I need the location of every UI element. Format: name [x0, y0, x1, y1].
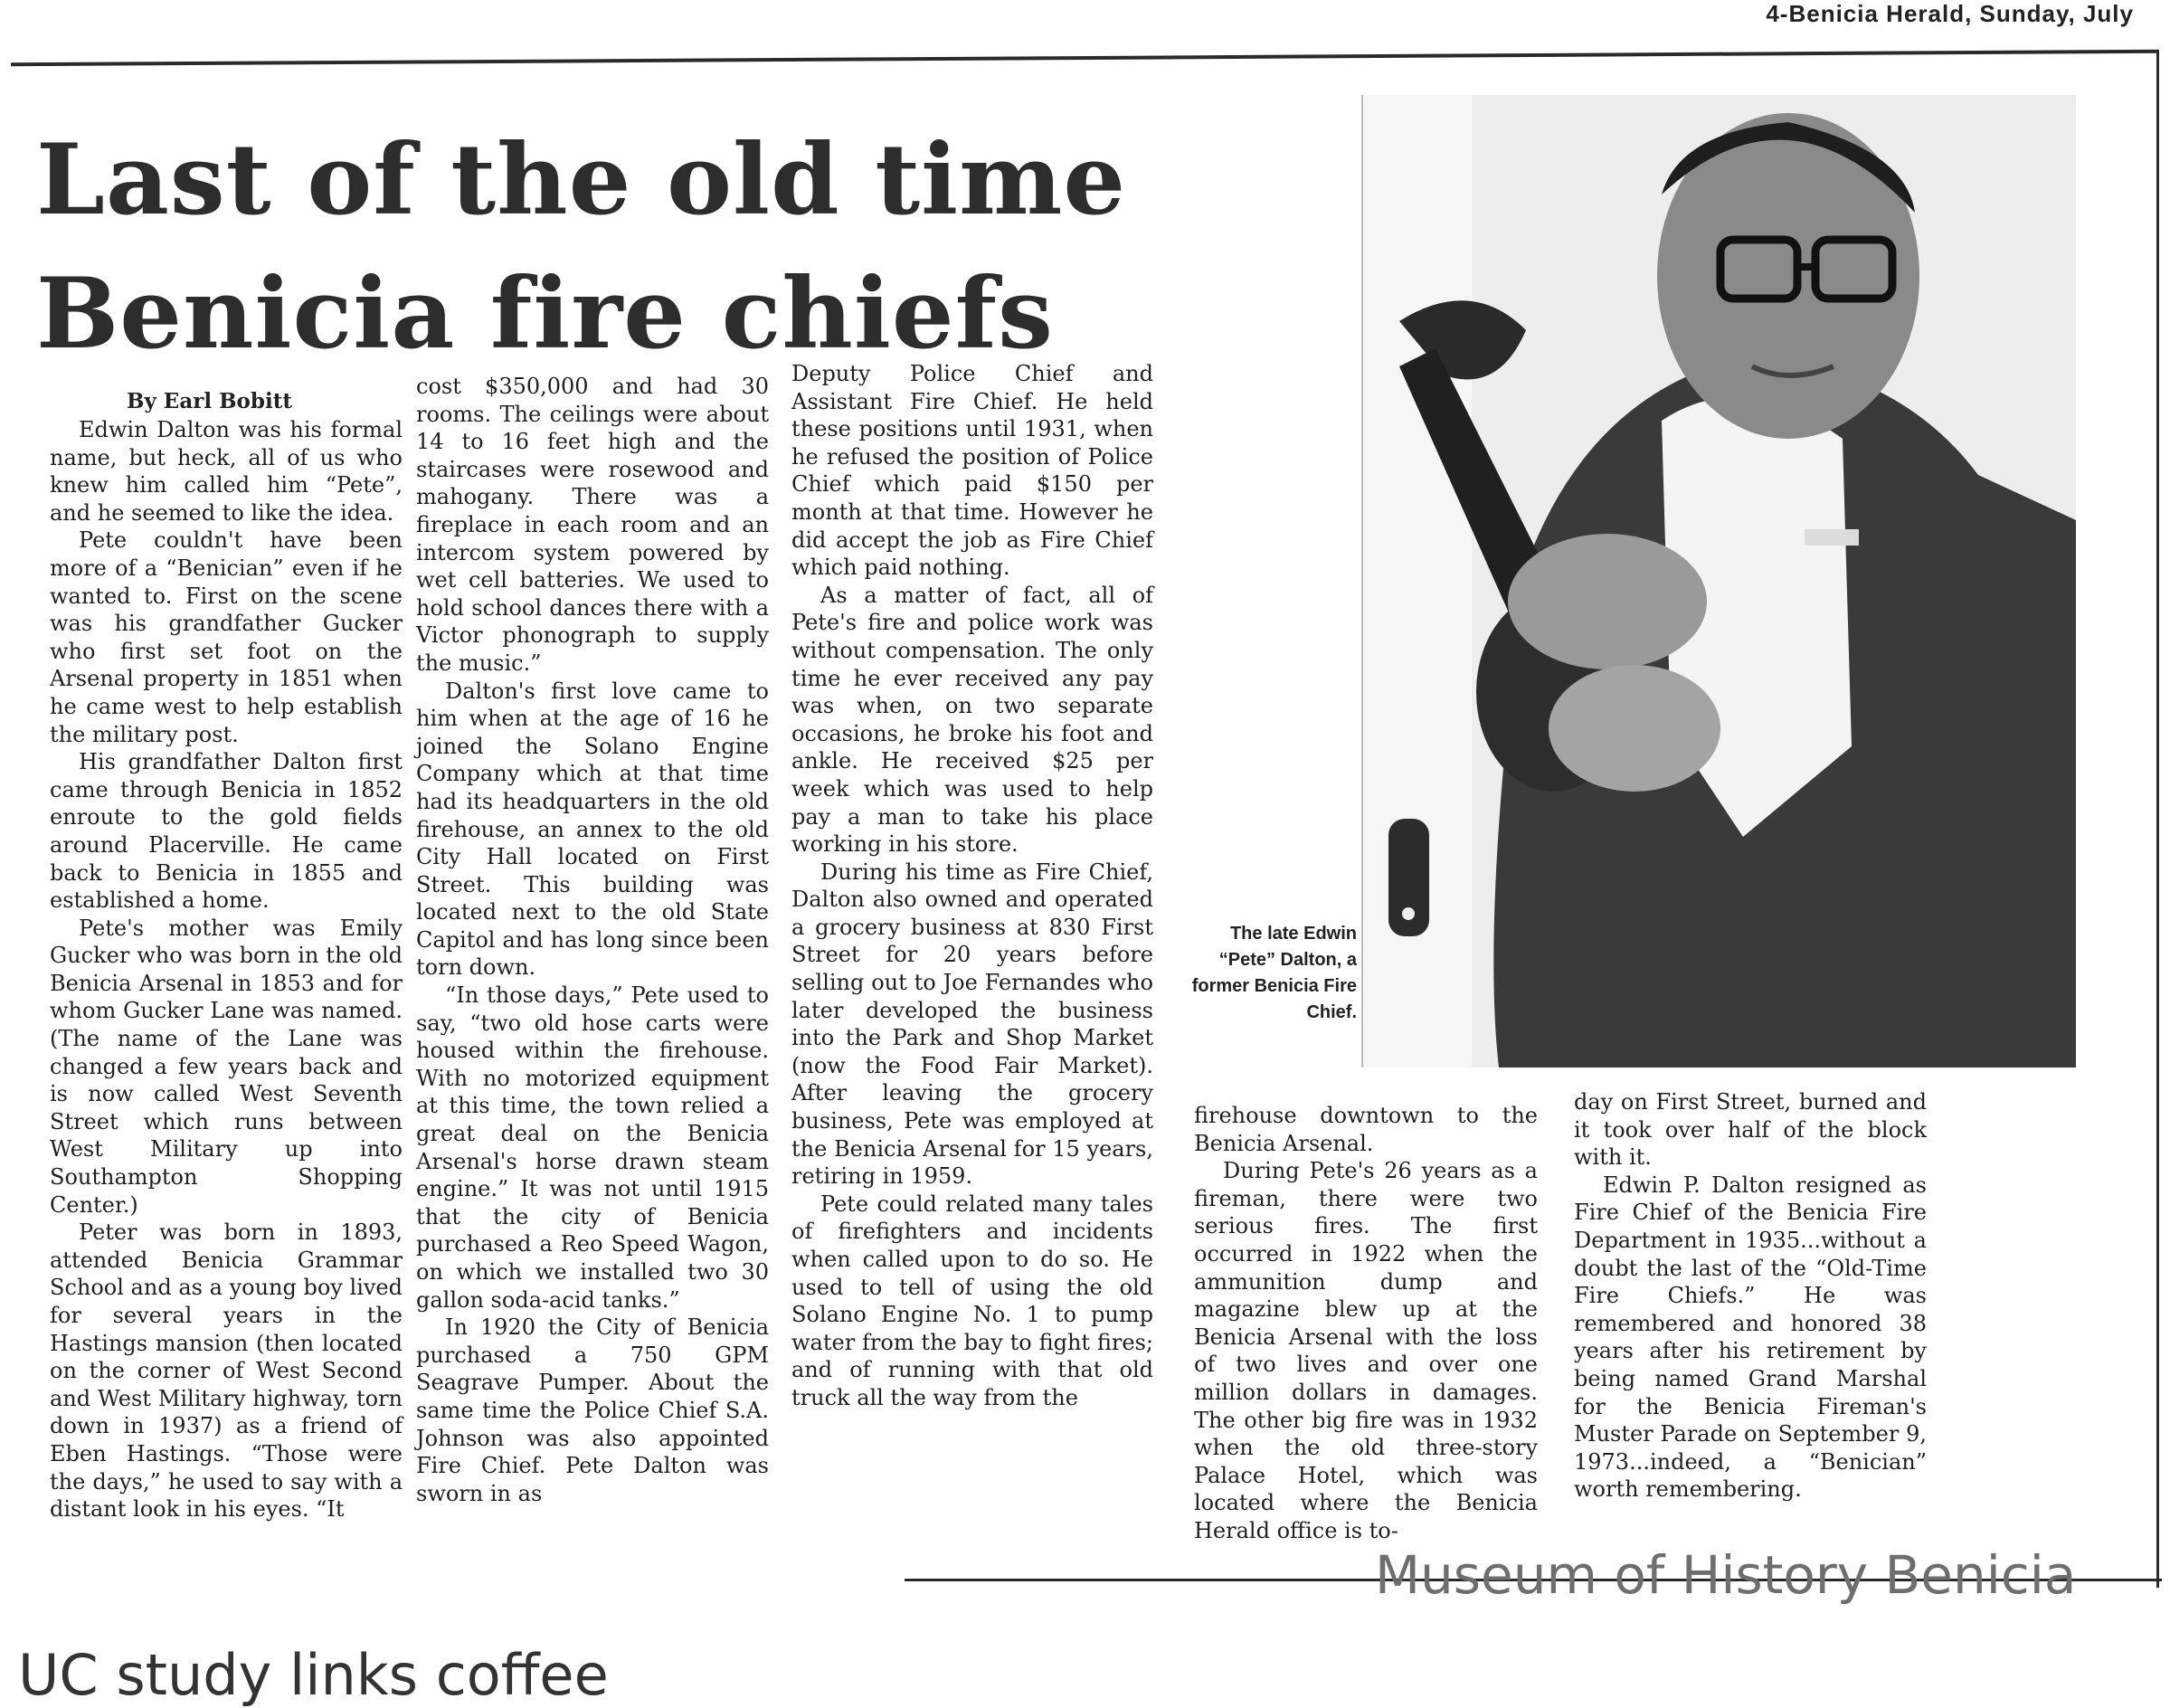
paragraph: His grandfather Dalton first came through Benicia in 1852 enroute to the gold fields around Placerville. He came back to Benicia in 1855 and established a home.	[50, 749, 403, 914]
paragraph: As a matter of fact, all of Pete's fire and police work was without compensation. The only time he ever received any pay was when, on two separate occasions, he broke his foot and ankle. He received $25 per week which was used to help pay a man to take his place working in his store.	[791, 582, 1153, 858]
paragraph: During Pete's 26 years as a fireman, there were two serious fires. The first occurred in 1922 when the ammunition dump and magazine blew up at the Benicia Arsenal with the loss of two lives and over one million dollars in damages. The other big fire was in 1932 when the old three-story Palace Hotel, which was located where the Benicia Herald office is to-	[1194, 1158, 1538, 1543]
top-rule	[11, 50, 2159, 67]
headline-line-2: Benicia fire chiefs	[36, 257, 1054, 371]
paragraph: Edwin Dalton was his formal name, but heck, all of us who knew him called him “Pete”, and he seemed to like the idea.	[50, 417, 403, 526]
paragraph: During his time as Fire Chief, Dalton also owned and operated a grocery business at 830 First Street for 20 years before selling out to Joe Fernandes who later developed the business into the Park and Shop Market (now the Food Fair Market). After leaving the grocery business, Pete was employed at the Benicia Arsenal for 15 years, retiring in 1959.	[791, 859, 1153, 1190]
paragraph: In 1920 the City of Benicia purchased a 750 GPM Seagrave Pumper. About the same time the Police Chief S.A. Johnson was also appointed Fire Chief. Pete Dalton was sworn in as	[416, 1314, 769, 1506]
article-column-4	[1194, 1102, 1538, 1545]
photo-caption: The late Edwin “Pete” Dalton, a former Benicia Fire Chief.	[1191, 924, 1357, 1022]
masthead: 4-Benicia Herald, Sunday, July	[1766, 0, 2134, 27]
article-column-2	[416, 373, 769, 1507]
article-column-5	[1574, 1088, 1927, 1504]
paragraph: Pete's mother was Emily Gucker who was born in the old Benicia Arsenal in 1853 and for whom Gucker Lane was named. (The name of the Lane was changed a few years back and is now called West Seventh Street which runs between West Military up into Southampton Shopping Center.)	[50, 915, 403, 1218]
headline	[36, 113, 1127, 381]
paragraph: Deputy Police Chief and Assistant Fire Chief. He held these positions until 1931, when he refused the position of Police Chief which paid $150 per month at that time. However he did accept the job as Fire Chief which paid nothing.	[791, 361, 1153, 581]
museum-watermark: Museum of History Benicia	[1375, 1544, 2077, 1606]
portrait-photo	[1361, 95, 2076, 1068]
paragraph: day on First Street, burned and it took over half of the block with it.	[1574, 1089, 1927, 1171]
paragraph: “In those days,” Pete used to say, “two old hose carts were housed within the firehouse. With no motorized equipment at this time, the town relied a great deal on the Benicia Arsenal's horse drawn steam engine.” It was not until 1915 that the city of Benicia purchased a Reo Speed Wagon, on which we installed two 30 gallon soda-acid tanks.”	[416, 982, 769, 1313]
paragraph: Dalton's first love came to him when at the age of 16 he joined the Solano Engine Company which at that time had its headquarters in the old firehouse, an annex to the old City Hall located on First Street. This building was located next to the old State Capitol and has long since been torn down.	[416, 678, 769, 981]
paragraph: Pete couldn't have been more of a “Benician” even if he wanted to. First on the scene was his grandfather Gucker who first set foot on the Arsenal property in 1851 when he came west to help establish the military post.	[50, 527, 403, 747]
paragraph: cost $350,000 and had 30 rooms. The ceilings were about 14 to 16 feet high and the staircases were rosewood and mahogany. There was a fireplace in each room and an intercom system powered by wet cell batteries. We used to hold school dances there with a Victor phonograph to supply the music.”	[416, 374, 769, 676]
next-article-headline: UC study links coffee	[18, 1642, 609, 1708]
paragraph: Pete could related many tales of firefighters and incidents when called upon to do so. He used to tell of using the old Solano Engine No. 1 to pump water from the bay to fight fires; and of running with that old truck all the way from the	[791, 1191, 1153, 1410]
paragraph: Edwin P. Dalton resigned as Fire Chief of the Benicia Fire Department in 1935...without a doubt the last of the “Old-Time Fire Chiefs.” He was remembered and honored 38 years after his retirement by being named Grand Marshal for the Benicia Fireman's Muster Parade on September 9, 1973...indeed, a “Benician” worth remembering.	[1574, 1172, 1927, 1503]
right-rule	[2156, 50, 2159, 1588]
article-column-1	[50, 416, 403, 1523]
paragraph: Peter was born in 1893, attended Benicia Grammar School and as a young boy lived for several years in the Hastings mansion (then located on the corner of West Second and West Military highway, torn down in 1937) as a friend of Eben Hastings. “Those were the days,” he used to say with a distant look in his eyes. “It	[50, 1219, 403, 1523]
headline-line-1: Last of the old time	[36, 123, 1127, 237]
article-column-3	[791, 360, 1153, 1412]
portrait-illustration	[1363, 95, 2076, 1068]
paragraph: firehouse downtown to the Benicia Arsenal.	[1194, 1103, 1538, 1156]
byline: By Earl Bobitt	[127, 389, 292, 413]
